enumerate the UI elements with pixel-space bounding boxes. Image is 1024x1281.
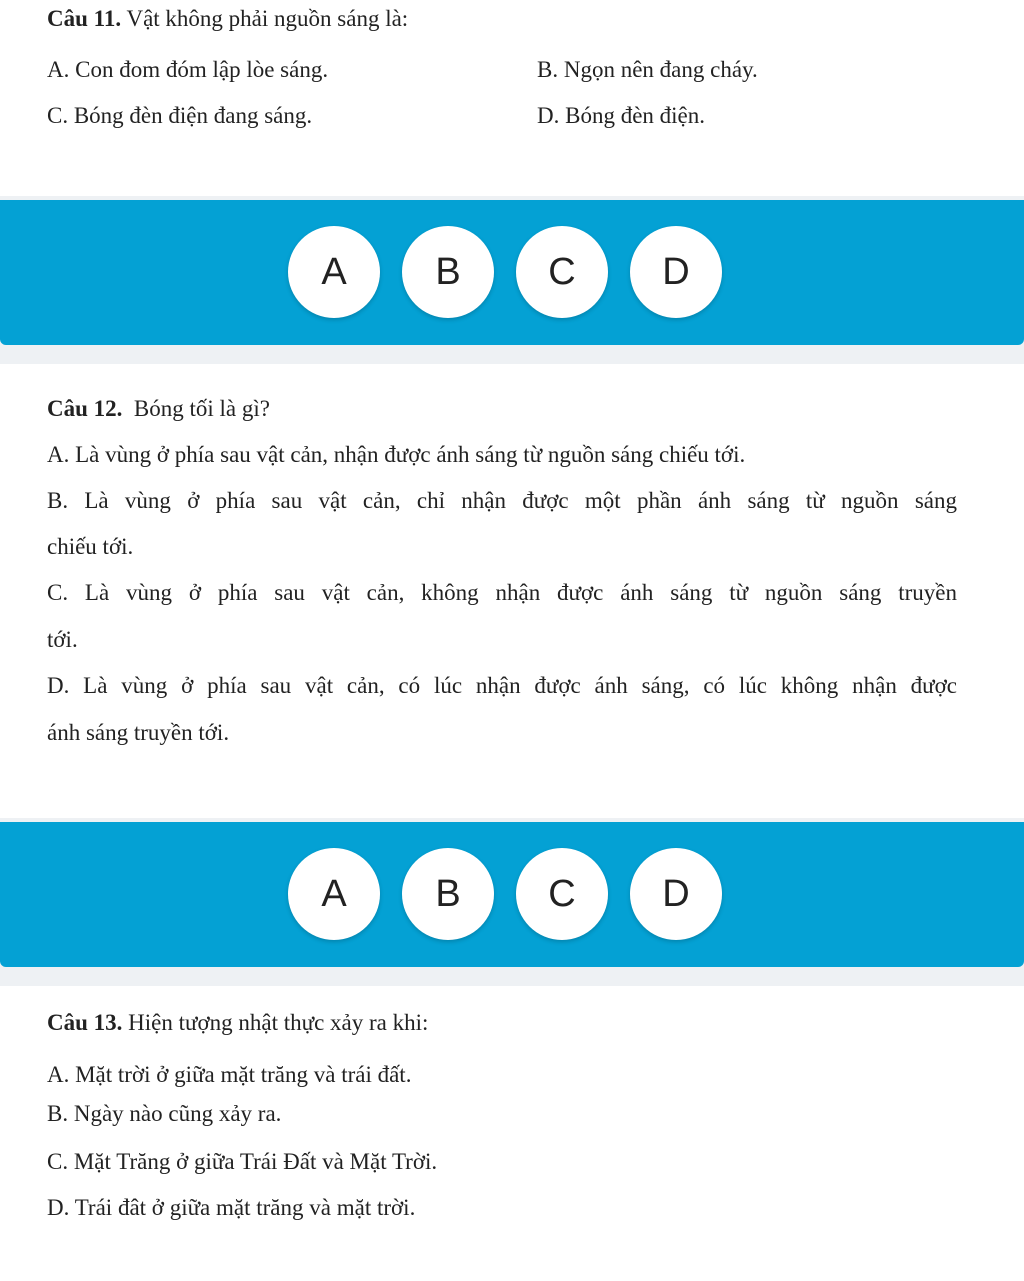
option-a: A. Con đom đóm lập lòe sáng. <box>47 57 329 82</box>
choice-a-button[interactable]: A <box>288 226 380 318</box>
option-b: B. Ngày nào cũng xảy ra. <box>47 1101 282 1126</box>
choice-b-button[interactable]: B <box>402 848 494 940</box>
answer-choice-bar <box>0 200 1024 345</box>
option-a: A. Là vùng ở phía sau vật cản, nhận được ánh sáng từ nguồn sáng chiếu tới. <box>47 442 746 467</box>
question-title <box>47 394 270 424</box>
option-c-continuation: tới. <box>47 627 78 652</box>
question-text: Vật không phải nguồn sáng là: <box>121 6 409 31</box>
option-b: B. Là vùng ở phía sau vật cản, chỉ nhận được một phần ánh sáng từ nguồn sáng <box>47 488 957 513</box>
choice-c-button[interactable]: C <box>516 848 608 940</box>
option-d: D. Trái đât ở giữa mặt trăng và mặt trời. <box>47 1195 416 1220</box>
choice-c-button[interactable]: C <box>516 226 608 318</box>
question-title <box>47 1008 428 1038</box>
question-text: Hiện tượng nhật thực xảy ra khi: <box>122 1010 429 1035</box>
question-title <box>47 4 408 34</box>
option-d-continuation: ánh sáng truyền tới. <box>47 720 230 745</box>
choice-a-button[interactable]: A <box>288 848 380 940</box>
option-b: B. Ngọn nên đang cháy. <box>537 57 758 82</box>
question-number: Câu 11. <box>47 6 122 31</box>
question-number: Câu 13. <box>47 1010 123 1035</box>
option-c: C. Bóng đèn điện đang sáng. <box>47 103 313 128</box>
question-text: Bóng tối là gì? <box>122 396 270 421</box>
choice-d-button[interactable]: D <box>630 226 722 318</box>
question-card-11 <box>0 0 1024 196</box>
option-b-continuation: chiếu tới. <box>47 534 134 559</box>
option-d: D. Là vùng ở phía sau vật cản, có lúc nhận được ánh sáng, có lúc không nhận được <box>47 673 957 698</box>
choice-d-button[interactable]: D <box>630 848 722 940</box>
option-c: C. Là vùng ở phía sau vật cản, không nhận được ánh sáng từ nguồn sáng truyền <box>47 580 957 605</box>
question-card-12 <box>0 364 1024 818</box>
answer-choice-bar <box>0 822 1024 967</box>
question-card-13 <box>0 986 1024 1281</box>
option-a: A. Mặt trời ở giữa mặt trăng và trái đất. <box>47 1062 412 1087</box>
option-d: D. Bóng đèn điện. <box>537 103 706 128</box>
choice-b-button[interactable]: B <box>402 226 494 318</box>
option-c: C. Mặt Trăng ở giữa Trái Đất và Mặt Trời. <box>47 1149 438 1174</box>
question-number: Câu 12. <box>47 396 123 421</box>
